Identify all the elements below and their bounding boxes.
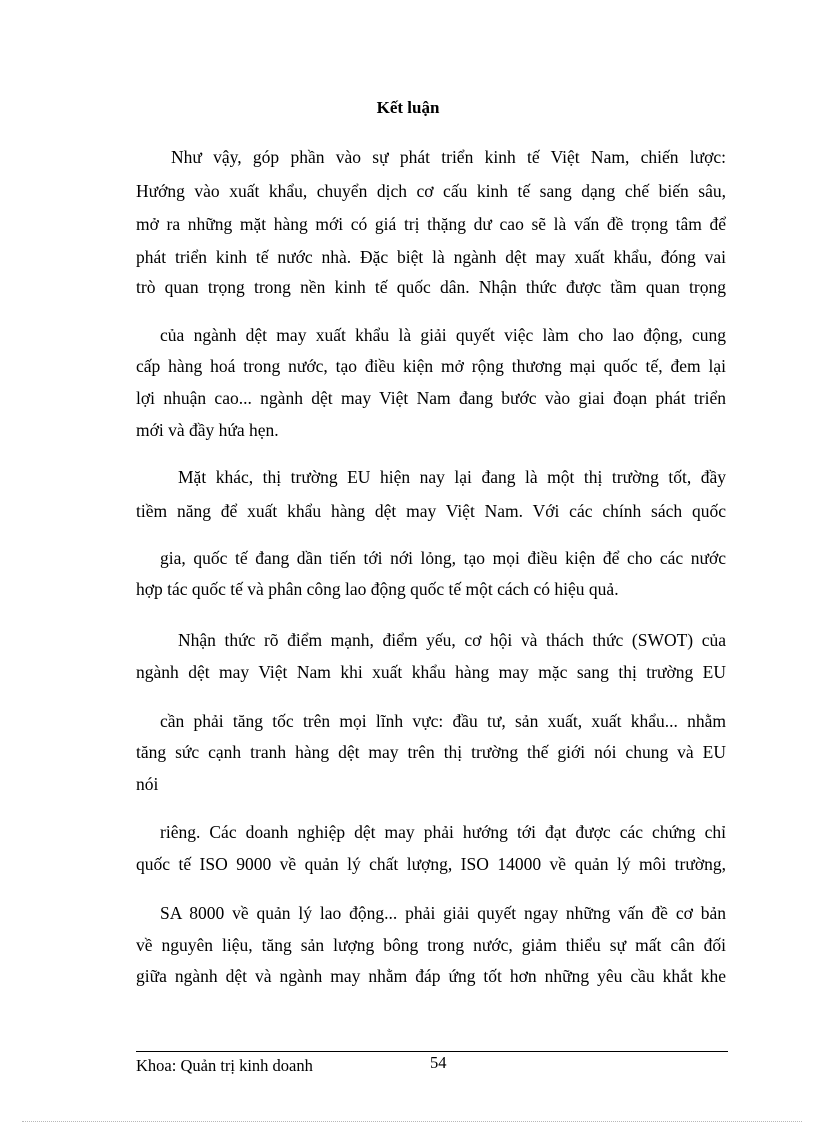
body-line: trò quan trọng trong nền kinh tế quốc dân. Nhận thức được tầm quan trọng — [136, 277, 726, 297]
body-line: Mặt khác, thị trường EU hiện nay lại đang là một thị trường tốt, đầy — [178, 467, 726, 487]
body-line: mở ra những mặt hàng mới có giá trị thặng dư cao sẽ là vấn đề trọng tâm để — [136, 214, 726, 234]
body-line: tăng sức cạnh tranh hàng dệt may trên thị trường thế giới nói chung và EU — [136, 742, 726, 762]
body-line: ngành dệt may Việt Nam khi xuất khẩu hàng may mặc sang thị trường EU — [136, 662, 726, 682]
body-line: nói — [136, 774, 159, 794]
body-line: Nhận thức rõ điểm mạnh, điểm yếu, cơ hội và thách thức (SWOT) của — [178, 630, 726, 650]
body-line: giữa ngành dệt và ngành may nhằm đáp ứng tốt hơn những yêu cầu khắt khe — [136, 966, 726, 986]
body-line: gia, quốc tế đang dần tiến tới nới lỏng, tạo mọi điều kiện để cho các nước — [160, 548, 726, 568]
body-line: tiềm năng để xuất khẩu hàng dệt may Việt Nam. Với các chính sách quốc — [136, 501, 726, 521]
body-line: SA 8000 về quản lý lao động... phải giải quyết ngay những vấn đề cơ bản — [160, 903, 726, 923]
body-line: của ngành dệt may xuất khẩu là giải quyết việc làm cho lao động, cung — [160, 325, 726, 345]
page-number: 54 — [430, 1053, 447, 1072]
body-line: riêng. Các doanh nghiệp dệt may phải hướng tới đạt được các chứng chỉ — [160, 822, 726, 842]
body-line: cấp hàng hoá trong nước, tạo điều kiện mở rộng thương mại quốc tế, đem lại — [136, 356, 726, 376]
body-line: cần phải tăng tốc trên mọi lĩnh vực: đầu tư, sản xuất, xuất khẩu... nhằm — [160, 711, 726, 731]
footer-divider — [136, 1051, 728, 1052]
body-line: mới và đầy hứa hẹn. — [136, 420, 279, 440]
body-line: lợi nhuận cao... ngành dệt may Việt Nam đang bước vào giai đoạn phát triển — [136, 388, 726, 408]
page-title: Kết luận — [376, 98, 440, 117]
page-bottom-border — [22, 1121, 802, 1122]
body-line: phát triển kinh tế nước nhà. Đặc biệt là ngành dệt may xuất khẩu, đóng vai — [136, 247, 726, 267]
body-line: về nguyên liệu, tăng sản lượng bông trong nước, giảm thiểu sự mất cân đối — [136, 935, 726, 955]
body-line: Như vậy, góp phần vào sự phát triển kinh tế Việt Nam, chiến lược: — [171, 147, 726, 167]
body-line: Hướng vào xuất khẩu, chuyển dịch cơ cấu kinh tế sang dạng chế biến sâu, — [136, 181, 726, 201]
body-line: hợp tác quốc tế và phân công lao động quốc tế một cách có hiệu quả. — [136, 579, 619, 599]
footer-department: Khoa: Quản trị kinh doanh — [136, 1056, 313, 1075]
body-line: quốc tế ISO 9000 về quản lý chất lượng, ISO 14000 về quản lý môi trường, — [136, 854, 726, 874]
